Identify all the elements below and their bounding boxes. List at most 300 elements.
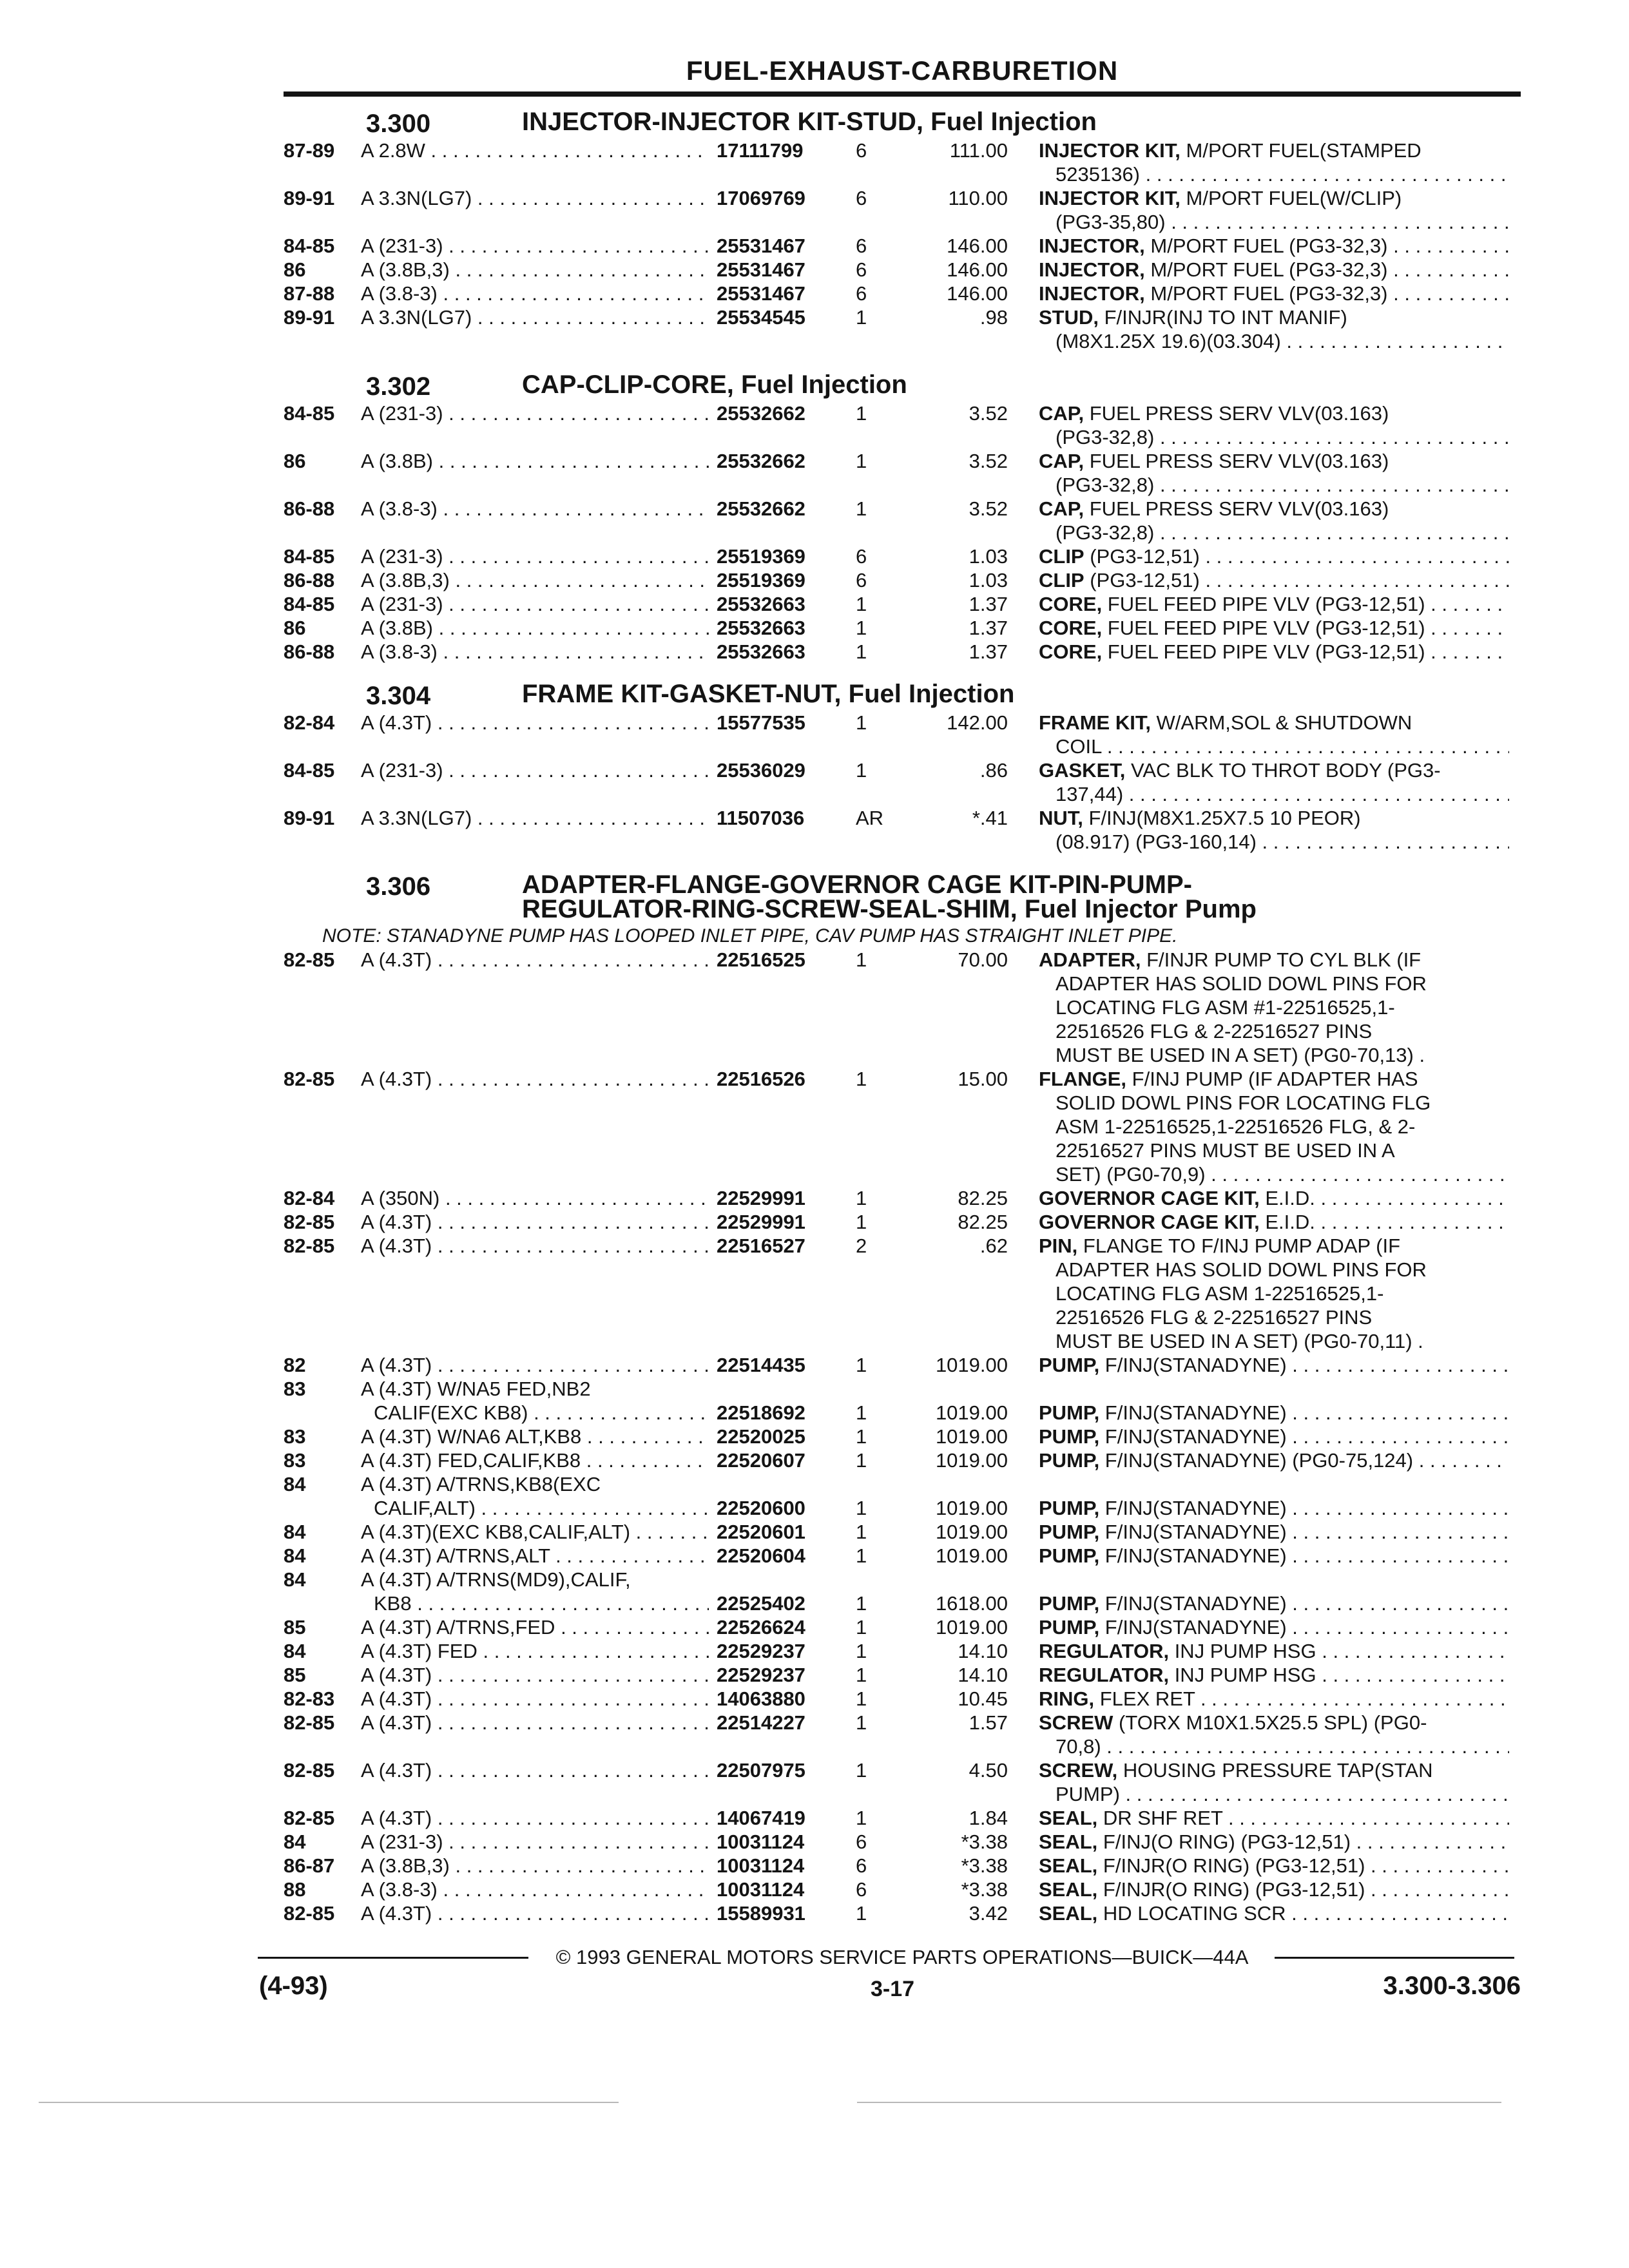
part-number: 22526624 [717, 1616, 805, 1639]
row-first-line [0, 1616, 1629, 1640]
model-year: 85 [284, 1616, 306, 1639]
model-year: 84 [284, 1521, 306, 1543]
part-number: 25531467 [717, 235, 805, 257]
model-code: A (4.3T) W/NA5 FED,NB2 [361, 1378, 591, 1400]
model-code: A (231-3) . . . [361, 235, 709, 258]
part-detail: HOUSING PRESSURE TAP(STAN [1117, 1759, 1433, 1782]
row-continuation-line [0, 330, 1629, 354]
part-description [1039, 1187, 1509, 1210]
description-continued: SET) (PG0-70,9) . . . [1055, 1163, 1509, 1186]
part-description [1039, 1711, 1427, 1735]
price: 1019.00 [935, 1616, 1008, 1639]
model-year: 82-85 [284, 1711, 335, 1734]
price: 70.00 [958, 948, 1008, 971]
model-year: 84 [284, 1568, 306, 1591]
row-first-line [0, 545, 1629, 569]
model-code: A (231-3) . . . [361, 545, 709, 568]
row-first-line [0, 187, 1629, 211]
parts-row [0, 807, 1629, 854]
part-detail: VAC BLK TO THROT BODY (PG3- [1125, 759, 1441, 782]
price: 1019.00 [935, 1425, 1008, 1448]
quantity: 1 [856, 593, 867, 615]
parts-row [0, 1616, 1629, 1640]
row-first-line [0, 1378, 1629, 1401]
part-detail: F/INJ(M8X1.25X7.5 10 PEOR) [1083, 807, 1361, 829]
part-detail: E.I.D. [1259, 1211, 1315, 1233]
quantity: 1 [856, 402, 867, 425]
price: 1618.00 [935, 1592, 1008, 1615]
model-year: 83 [284, 1425, 306, 1448]
scan-artifact-line [857, 2102, 1501, 2103]
model-code: A (4.3T) . . . [361, 1711, 709, 1735]
price: 110.00 [948, 187, 1008, 209]
row-continuation-line [0, 474, 1629, 497]
part-description [1039, 948, 1421, 972]
price: 1019.00 [935, 1544, 1008, 1567]
part-detail: M/PORT FUEL (PG3-32,3) [1144, 235, 1388, 257]
description-continued: 22516526 FLG & 2-22516527 PINS [1055, 1306, 1373, 1329]
part-detail: F/INJ(STANADYNE) [1099, 1497, 1287, 1519]
model-year: 83 [284, 1449, 306, 1472]
row-first-line [0, 1759, 1629, 1783]
quantity: 1 [856, 450, 867, 472]
section-title [522, 872, 1527, 921]
model-code: A (350N) . . . [361, 1187, 709, 1210]
row-first-line [0, 235, 1629, 258]
model-code: A (3.8B,3) . . . [361, 1854, 709, 1878]
description-continued: LOCATING FLG ASM 1-22516525,1- [1055, 1282, 1384, 1305]
part-description [1039, 1235, 1400, 1258]
part-name: RING, [1039, 1687, 1095, 1710]
part-number: 22514227 [717, 1711, 805, 1734]
model-code: A 3.3N(LG7) . . . [361, 306, 709, 329]
part-description [1039, 235, 1509, 258]
description-continued: ASM 1-22516525,1-22516526 FLG, & 2- [1055, 1115, 1416, 1138]
parts-row [0, 1640, 1629, 1664]
model-year: 82 [284, 1354, 306, 1376]
part-description [1039, 640, 1509, 664]
scan-artifact-line [39, 2102, 619, 2103]
part-detail: F/INJR(O RING) (PG3-12,51) [1097, 1878, 1365, 1901]
model-code: A (4.3T) A/TRNS,ALT . . . [361, 1544, 709, 1568]
model-year: 86-87 [284, 1854, 335, 1877]
parts-row [0, 1902, 1629, 1926]
model-code: A (4.3T) FED . . . [361, 1640, 709, 1663]
part-detail: FUEL FEED PIPE VLV (PG3-12,51) [1102, 640, 1425, 663]
row-first-line [0, 807, 1629, 831]
price: 1.37 [969, 640, 1008, 663]
part-detail: F/INJR(INJ TO INT MANIF) [1099, 306, 1347, 329]
price: 1019.00 [935, 1354, 1008, 1376]
part-number: 15577535 [717, 711, 805, 734]
part-description [1039, 1640, 1509, 1663]
price: 1019.00 [935, 1521, 1008, 1543]
parts-row [0, 1807, 1629, 1831]
part-number: 14067419 [717, 1807, 805, 1829]
part-number: 22520600 [717, 1497, 805, 1519]
parts-row [0, 545, 1629, 569]
part-detail: FLANGE TO F/INJ PUMP ADAP (IF [1077, 1235, 1401, 1257]
quantity: 6 [856, 139, 867, 162]
model-year: 82-85 [284, 1235, 335, 1257]
model-year: 86 [284, 450, 306, 472]
row-continuation-line [0, 1091, 1629, 1115]
part-name: SEAL, [1039, 1807, 1098, 1829]
parts-row [0, 1425, 1629, 1449]
part-number: 25519369 [717, 569, 805, 591]
part-name: REGULATOR, [1039, 1664, 1170, 1686]
row-first-line [0, 1878, 1629, 1902]
quantity: 1 [856, 1592, 867, 1615]
part-number: 22520604 [717, 1544, 805, 1567]
part-description [1039, 1807, 1509, 1830]
part-name: ADAPTER, [1039, 948, 1141, 971]
row-first-line [0, 1235, 1629, 1258]
quantity: 1 [856, 306, 867, 329]
part-detail: DR SHF RET [1097, 1807, 1223, 1829]
price: 1.84 [969, 1807, 1008, 1829]
row-first-line [0, 1544, 1629, 1568]
part-detail: HD LOCATING SCR [1097, 1902, 1286, 1925]
model-code: A (3.8-3) . . . [361, 640, 709, 664]
part-name: CORE, [1039, 593, 1103, 615]
price: 1.03 [969, 569, 1008, 591]
row-first-line [0, 1568, 1629, 1592]
part-description [1039, 593, 1509, 616]
model-year: 84-85 [284, 545, 335, 568]
row-first-line [0, 1211, 1629, 1235]
part-name: PUMP, [1039, 1354, 1100, 1376]
price: *3.38 [961, 1831, 1008, 1853]
part-number: 25536029 [717, 759, 805, 782]
quantity: 1 [856, 1807, 867, 1829]
row-first-line [0, 306, 1629, 330]
price: 14.10 [958, 1640, 1008, 1662]
model-code: A (3.8B) . . . [361, 450, 709, 473]
part-number: 22525402 [717, 1592, 805, 1615]
quantity: 1 [856, 948, 867, 971]
part-detail: M/PORT FUEL (PG3-32,3) [1144, 258, 1388, 281]
quantity: 1 [856, 1068, 867, 1090]
part-description [1039, 1616, 1509, 1639]
quantity: 6 [856, 282, 867, 305]
row-continuation-line [0, 735, 1629, 759]
part-description [1039, 1521, 1509, 1544]
part-description [1039, 1211, 1509, 1234]
quantity: 2 [856, 1235, 867, 1257]
price: 82.25 [958, 1187, 1008, 1209]
part-number: 25532663 [717, 640, 805, 663]
row-continuation-line [0, 831, 1629, 854]
quantity: 1 [856, 1687, 867, 1710]
description-continued: (PG3-32,8) . . . [1055, 474, 1509, 497]
quantity: 1 [856, 1187, 867, 1209]
parts-row [0, 258, 1629, 282]
parts-row [0, 235, 1629, 258]
part-number: 25534545 [717, 306, 805, 329]
price: 1019.00 [935, 1401, 1008, 1424]
part-description [1039, 1687, 1509, 1711]
part-name: STUD, [1039, 306, 1099, 329]
part-detail: FUEL FEED PIPE VLV (PG3-12,51) [1102, 593, 1425, 615]
model-code: A (4.3T) . . . [361, 1068, 709, 1091]
price: *3.38 [961, 1878, 1008, 1901]
quantity: 6 [856, 258, 867, 281]
model-year: 89-91 [284, 187, 335, 209]
part-name: GASKET, [1039, 759, 1126, 782]
model-year: 82-83 [284, 1687, 335, 1710]
parts-row [0, 1687, 1629, 1711]
parts-row [0, 1211, 1629, 1235]
row-first-line [0, 1521, 1629, 1544]
model-year: 86-88 [284, 640, 335, 663]
quantity: 1 [856, 1354, 867, 1376]
part-number: 22516525 [717, 948, 805, 971]
row-first-line [0, 1425, 1629, 1449]
part-name: SCREW [1039, 1711, 1113, 1734]
part-description [1039, 1449, 1509, 1472]
parts-row [0, 593, 1629, 617]
parts-row [0, 759, 1629, 807]
parts-row [0, 1521, 1629, 1544]
model-year: 82-85 [284, 1902, 335, 1925]
model-year: 86 [284, 617, 306, 639]
part-description [1039, 1592, 1509, 1615]
part-name: GOVERNOR CAGE KIT, [1039, 1187, 1260, 1209]
part-name: REGULATOR, [1039, 1640, 1170, 1662]
part-name: CLIP [1039, 569, 1084, 591]
model-code: A (3.8-3) . . . [361, 282, 709, 305]
price: *.41 [972, 807, 1008, 829]
row-first-line [0, 569, 1629, 593]
part-description [1039, 617, 1509, 640]
row-first-line [0, 1354, 1629, 1378]
part-description [1039, 1902, 1509, 1925]
part-description [1039, 139, 1422, 162]
part-name: PUMP, [1039, 1616, 1100, 1639]
row-first-line [0, 759, 1629, 783]
part-number: 22529237 [717, 1640, 805, 1662]
part-number: 22529237 [717, 1664, 805, 1686]
model-year: 84 [284, 1544, 306, 1567]
price: 15.00 [958, 1068, 1008, 1090]
copyright-line: © 1993 GENERAL MOTORS SERVICE PARTS OPERATIONS—BUICK—44A [555, 1946, 1249, 1968]
part-name: CORE, [1039, 640, 1103, 663]
part-detail: F/INJ(STANADYNE) [1099, 1521, 1287, 1543]
price: *3.38 [961, 1854, 1008, 1877]
price: 3.52 [969, 450, 1008, 472]
quantity: 6 [856, 1854, 867, 1877]
description-continued: 5235136) . . . [1055, 163, 1509, 186]
part-number: 25532663 [717, 617, 805, 639]
row-first-line [0, 1711, 1629, 1735]
part-description [1039, 1068, 1418, 1091]
part-name: PUMP, [1039, 1401, 1100, 1424]
model-code: A 3.3N(LG7) . . . [361, 807, 709, 830]
row-first-line [0, 617, 1629, 640]
row-continuation-line [0, 211, 1629, 235]
row-continuation-line [0, 1735, 1629, 1759]
quantity: 6 [856, 1831, 867, 1853]
part-description [1039, 711, 1412, 735]
description-continued: 22516526 FLG & 2-22516527 PINS [1055, 1020, 1373, 1043]
quantity: 6 [856, 235, 867, 257]
part-number: 25532662 [717, 450, 805, 472]
model-code: A (4.3T) . . . [361, 1902, 709, 1925]
parts-row [0, 306, 1629, 354]
quantity: 1 [856, 759, 867, 782]
model-year: 87-88 [284, 282, 335, 305]
price: 82.25 [958, 1211, 1008, 1233]
parts-row [0, 1068, 1629, 1187]
part-detail: W/ARM,SOL & SHUTDOWN [1150, 711, 1412, 734]
price: 3.52 [969, 497, 1008, 520]
model-code: A (4.3T) A/TRNS,FED . . . [361, 1616, 709, 1639]
part-name: SEAL, [1039, 1878, 1098, 1901]
model-code: A (4.3T) . . . [361, 948, 709, 972]
part-description [1039, 1497, 1509, 1520]
footer-rule-right [1275, 1957, 1514, 1959]
model-code: A (231-3) . . . [361, 1831, 709, 1854]
part-description [1039, 450, 1389, 473]
parts-row [0, 282, 1629, 306]
part-name: INJECTOR KIT, [1039, 139, 1181, 162]
row-continuation-line [0, 972, 1629, 996]
price: 14.10 [958, 1664, 1008, 1686]
part-number: 22529991 [717, 1211, 805, 1233]
description-continued: ADAPTER HAS SOLID DOWL PINS FOR [1055, 972, 1427, 995]
part-detail: F/INJ(STANADYNE) [1099, 1616, 1287, 1639]
quantity: 1 [856, 640, 867, 663]
price: 1.37 [969, 593, 1008, 615]
quantity: AR [856, 807, 884, 829]
parts-row [0, 1711, 1629, 1759]
quantity: 6 [856, 1878, 867, 1901]
model-code: A (4.3T) . . . [361, 711, 709, 735]
model-year: 83 [284, 1378, 306, 1400]
model-code: A (4.3T) . . . [361, 1759, 709, 1782]
description-continued: (PG3-32,8) . . . [1055, 426, 1509, 449]
model-code: A (4.3T) FED,CALIF,KB8 . . . [361, 1449, 709, 1472]
part-name: FRAME KIT, [1039, 711, 1151, 734]
quantity: 1 [856, 1640, 867, 1662]
part-number: 25532663 [717, 593, 805, 615]
model-code: A (4.3T) A/TRNS,KB8(EXC [361, 1473, 601, 1495]
row-first-line [0, 497, 1629, 521]
description-continued: (08.917) (PG3-160,14) . . . [1055, 831, 1509, 854]
price: 1019.00 [935, 1497, 1008, 1519]
part-detail: FUEL PRESS SERV VLV(03.163) [1084, 450, 1389, 472]
part-detail: INJ PUMP HSG [1169, 1664, 1316, 1686]
part-number: 17069769 [717, 187, 805, 209]
quantity: 1 [856, 1401, 867, 1424]
row-continuation-line [0, 1163, 1629, 1187]
part-name: NUT, [1039, 807, 1083, 829]
model-code-continued: KB8 . . . [374, 1592, 709, 1615]
price: 146.00 [947, 258, 1008, 281]
model-year: 82-85 [284, 1759, 335, 1782]
model-year: 86-88 [284, 497, 335, 520]
row-first-line [0, 593, 1629, 617]
row-continuation-line [0, 1282, 1629, 1306]
price: 1.03 [969, 545, 1008, 568]
price: 1.57 [969, 1711, 1008, 1734]
row-continuation-line [0, 996, 1629, 1020]
part-detail: (PG3-12,51) [1084, 569, 1200, 591]
model-year: 84-85 [284, 402, 335, 425]
parts-row [0, 1449, 1629, 1473]
part-name: GOVERNOR CAGE KIT, [1039, 1211, 1260, 1233]
price: 146.00 [947, 282, 1008, 305]
parts-row [0, 1235, 1629, 1354]
part-description [1039, 759, 1441, 782]
row-continuation-line [0, 163, 1629, 187]
section-title-line: INJECTOR-INJECTOR KIT-STUD, Fuel Injection [522, 108, 1097, 136]
part-number: 15589931 [717, 1902, 805, 1925]
part-name: SEAL, [1039, 1831, 1098, 1853]
part-number: 22518692 [717, 1401, 805, 1424]
price: 111.00 [949, 139, 1008, 162]
part-number: 10031124 [717, 1831, 805, 1853]
part-name: PUMP, [1039, 1497, 1100, 1519]
model-code: A (4.3T) . . . [361, 1807, 709, 1830]
part-detail: F/INJ(STANADYNE) [1099, 1354, 1287, 1376]
part-description [1039, 282, 1509, 305]
part-number: 22520601 [717, 1521, 805, 1543]
model-code: A (4.3T)(EXC KB8,CALIF,ALT) . . . [361, 1521, 709, 1544]
part-number: 22516526 [717, 1068, 805, 1090]
model-code: A 2.8W . . . [361, 139, 709, 162]
part-name: PIN, [1039, 1235, 1078, 1257]
row-continuation-line [0, 1258, 1629, 1282]
quantity: 1 [856, 1425, 867, 1448]
description-continued: 70,8) . . . [1055, 1735, 1509, 1758]
part-detail: M/PORT FUEL(W/CLIP) [1180, 187, 1402, 209]
part-name: SCREW, [1039, 1759, 1118, 1782]
part-number: 22520607 [717, 1449, 805, 1472]
model-code: A (231-3) . . . [361, 593, 709, 616]
row-continuation-line [0, 426, 1629, 450]
price: 1019.00 [935, 1449, 1008, 1472]
model-year: 84 [284, 1640, 306, 1662]
part-name: INJECTOR KIT, [1039, 187, 1181, 209]
part-detail: F/INJ(STANADYNE) [1099, 1592, 1287, 1615]
section-title [522, 110, 1527, 134]
description-continued: SOLID DOWL PINS FOR LOCATING FLG [1055, 1091, 1431, 1114]
model-year: 89-91 [284, 807, 335, 829]
part-number: 22520025 [717, 1425, 805, 1448]
model-year: 85 [284, 1664, 306, 1686]
part-number: 25531467 [717, 282, 805, 305]
part-number: 25532662 [717, 402, 805, 425]
row-second-line [0, 1497, 1629, 1521]
model-code: A (4.3T) . . . [361, 1664, 709, 1687]
part-detail: FUEL FEED PIPE VLV (PG3-12,51) [1102, 617, 1425, 639]
row-first-line [0, 258, 1629, 282]
parts-row [0, 1473, 1629, 1521]
model-code: A (3.8B,3) . . . [361, 569, 709, 592]
row-first-line [0, 1807, 1629, 1831]
section-number: 3.304 [366, 682, 431, 710]
part-description [1039, 1831, 1509, 1854]
parts-row [0, 1664, 1629, 1687]
row-continuation-line [0, 1330, 1629, 1354]
quantity: 1 [856, 1902, 867, 1925]
part-name: FLANGE, [1039, 1068, 1127, 1090]
model-year: 86 [284, 258, 306, 281]
part-name: PUMP, [1039, 1592, 1100, 1615]
parts-row [0, 450, 1629, 497]
